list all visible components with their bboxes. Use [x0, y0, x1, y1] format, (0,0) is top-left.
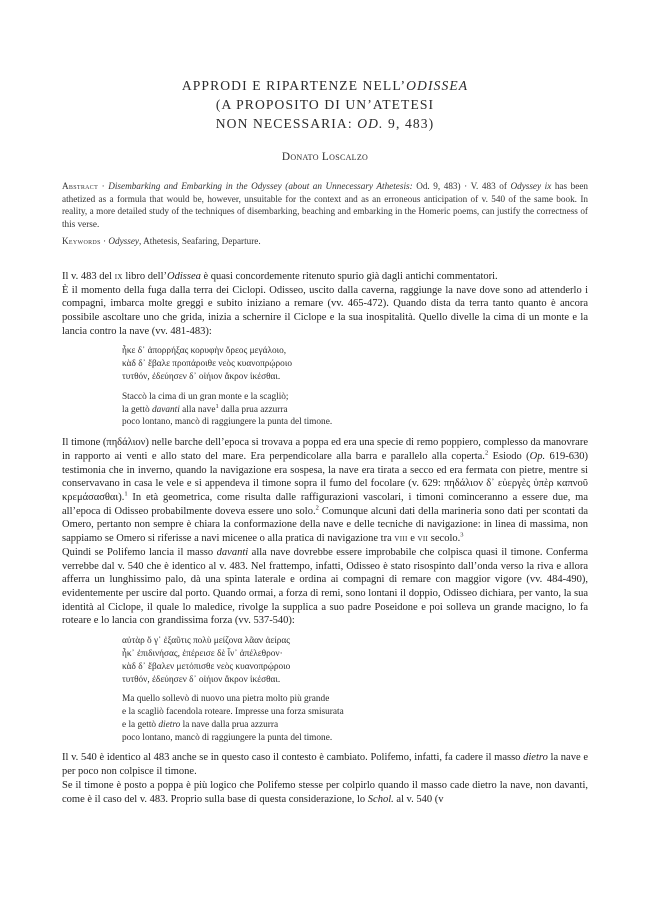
footnote-marker: 2 [484, 449, 489, 457]
greek-verses [122, 345, 588, 383]
separator: · [98, 181, 109, 191]
text: libro dell’ [122, 270, 168, 282]
footnote-marker: 3 [460, 531, 464, 539]
footnote-marker: 1 [215, 402, 219, 410]
footnote-marker: 1 [124, 490, 128, 498]
text: la nave e per poco non colpisce il timone. [62, 752, 588, 778]
translation-line [122, 404, 588, 417]
title-text: NON NECESSARIA: [215, 116, 358, 131]
paragraph: È il momento della fuga dalla terra dei Ciclopi. Odisseo, uscito dalla caverna, raggiunge la nave dove sono ad attenderlo i compagni, imbarca molte greggi e subito iniziano a remare (vv. 465-472). Quando dista da terra tanto quanto è ancora possibile ascoltare uno che grida, inizia a schernire il Ciclope e la sua inospitalità. Quello divelle la cima di un monte e la lancia contro la nave (vv. 481-483): [62, 284, 588, 337]
title-italic: OD. [357, 116, 384, 131]
roman-numeral: viii [394, 533, 408, 545]
paragraph [62, 751, 588, 778]
greek-line: ἧκ᾽ ἐπιδινήσας, ἐπέρεισε δὲ ἶν᾽ ἀπέλεθρον· [122, 648, 283, 659]
greek-line: αὐτὰρ ὅ γ᾽ ἐξαῦτις πολὺ μείζονα λᾶαν ἀείρας [122, 636, 290, 647]
italic-text: dietro [158, 719, 181, 730]
greek-line: κὰδ δ᾽ ἔβαλε προπάροιθε νεὸς κυανοπρῴροιο [122, 359, 292, 370]
roman-numeral: ix [114, 270, 123, 282]
text: 619-630) testimonia che in inverno, quando la navigazione era sospesa, la nave era tirata a secco ed era fermata con pietre, mentre si conservavano in casa le vele e si appendeva il timone sopra il fumo del focolare (v. 629: πηδάλιον δ᾽ εὐεργὲς ὑπὲρ καπνοῦ κρεμάσασθαι). [62, 450, 588, 504]
text: la nave dalla prua azzurra [180, 719, 279, 730]
paragraph [62, 436, 588, 546]
italic-text: dietro [523, 752, 548, 764]
greek-line: ἧκε δ᾽ ἀπορρήξας κορυφὴν ὄρεος μεγάλοιο, [122, 346, 287, 357]
italic-text: Op. [529, 450, 546, 462]
translation-line: Staccò la cima di un gran monte e la scagliò; [122, 391, 289, 402]
verse-quote [122, 635, 588, 744]
text: e [407, 533, 418, 545]
abstract [62, 180, 588, 230]
paragraph [62, 270, 588, 284]
greek-verses [122, 635, 588, 686]
text: e la gettò [122, 719, 159, 730]
author-name: Donato Loscalzo [281, 151, 369, 163]
paragraph [62, 779, 588, 806]
text: Il v. 540 è identico al 483 anche se in questo caso il contesto è cambiato. Polifemo, infatti, fa cadere il masso [62, 752, 524, 764]
abstract-italic: Odyssey ix [510, 181, 552, 191]
separator: · [100, 236, 109, 247]
abstract-title: Disembarking and Embarking in the Odyssey (about an Unnecessary Athetesis: [108, 181, 413, 191]
text: In età geometrica, come risulta dalle raffigurazioni vascolari, i timoni cominceranno a essere due, ma all’epoca di Odisseo probabilmente doveva essere uno solo. [62, 492, 588, 517]
title-line-1 [62, 76, 588, 95]
text: alla nave dovrebbe essere improbabile che colpisca quasi il timone. Conferma verrebbe dal v. 540 che è identico al v. 483. Nel frattempo, infatti, Odisseo è stato risospinto dall’onda verso la riva e allora afferra un lunghissimo palo, dà una spinta laterale e ordina ai compagni di remare con maggior vigore (vv. 484-490), evidentemente per uscire dal porto. Quando ormai, a forza di remi, sono lontani il doppio, Odisseo dichiara, per vanto, la sua identità al Ciclope, il quale lo maledice, rivolge la supplica a suo padre Poseidone e poi solleva un grande macigno, lo fa roteare e lo lancia con grandissima forza (vv. 537-540): [62, 546, 588, 627]
text: Il timone (πηδάλιον) nelle barche dell’epoca si trovava a poppa ed era una specie di remo poppiero, complesso da manovrare in rapporto ai venti e allo stato del mare. Era perpendicolare alla barra e parallelo alla coperta. [62, 437, 588, 462]
text: alla nave [179, 404, 216, 415]
text: la gettò [122, 404, 152, 415]
text: secolo. [428, 533, 461, 545]
italic-text: Odissea [167, 270, 201, 282]
translation-line: Ma quello sollevò di nuovo una pietra molto più grande [122, 694, 330, 705]
title-line-2: (A PROPOSITO DI UN’ATETESI [215, 97, 435, 112]
title-line-3 [62, 114, 588, 133]
title-italic: ODISSEA [406, 78, 469, 93]
article-title [62, 76, 588, 133]
translation-line: e la scagliò facendola roteare. Impresse una forza smisurata [122, 707, 344, 718]
keywords [62, 235, 588, 248]
translation-line: poco lontano, mancò di raggiungere la punta del timone. [122, 417, 333, 428]
italic-text: davanti [216, 546, 249, 558]
title-text: 9, 483) [383, 116, 435, 131]
keyword-italic: Odyssey [108, 236, 139, 247]
translation-line: poco lontano, mancò di raggiungere la punta del timone. [122, 732, 333, 743]
translation-line [122, 719, 588, 732]
paragraph [62, 546, 588, 628]
abstract-text: has been athetized as a formula that would be, however, unsuitable for the context and as an erroneous anticipation of v. 540 of the same book. In reality, a more detailed study of the techniques of disembarking, beaching and embarking in the Homeric poems, can justify the correctness of this verse. [62, 181, 588, 229]
roman-numeral: vii [417, 533, 429, 545]
italic-text: davanti [151, 404, 180, 415]
abstract-text: Od. 9, 483) · V. 483 of [412, 181, 511, 191]
text: dalla prua azzurra [218, 404, 288, 415]
italic-text: Schol. [367, 793, 394, 805]
keywords-label: Keywords [62, 236, 101, 247]
text: Quindi se Polifemo lancia il masso [62, 546, 217, 558]
text: Se il timone è posto a poppa è più logico che Polifemo stesse per colpirlo quando il masso cade dietro la nave, non davanti, come è il caso del v. 483. Proprio sulla base di questa considerazione, lo [62, 779, 588, 805]
greek-line: κὰδ δ᾽ ἔβαλεν μετόπισθε νεὸς κυανοπρῴροιο [122, 661, 291, 672]
text: al v. 540 (v [393, 793, 444, 805]
abstract-label: Abstract [62, 181, 99, 191]
greek-line: τυτθόν, ἐδεύησεν δ᾽ οἰήιον ἄκρον ἱκέσθαι. [122, 674, 281, 685]
greek-line: τυτθόν, ἐδεύησεν δ᾽ οἰήιον ἄκρον ἱκέσθαι. [122, 372, 281, 383]
footnote-marker: 2 [315, 504, 319, 512]
keywords-text: , Athetesis, Seafaring, Departure. [138, 236, 261, 247]
text: è quasi concordemente ritenuto spurio già dagli antichi commentatori. [200, 270, 498, 282]
article-body [62, 270, 588, 806]
text: Il v. 483 del [62, 270, 115, 282]
title-text: APPRODI E RIPARTENZE NELL’ [181, 78, 407, 93]
verse-quote [122, 345, 588, 429]
text: Esiodo ( [488, 450, 530, 462]
text: Comunque alcuni dati della marineria sono dati per scontati da Omero, pertanto non sempre è chiara la conformazione della nave e delle tecniche di navigazione: in linea di massima, non sappiamo se Omero si riferisse a navi micenee o alla pratica di navigazione tra [62, 505, 589, 545]
